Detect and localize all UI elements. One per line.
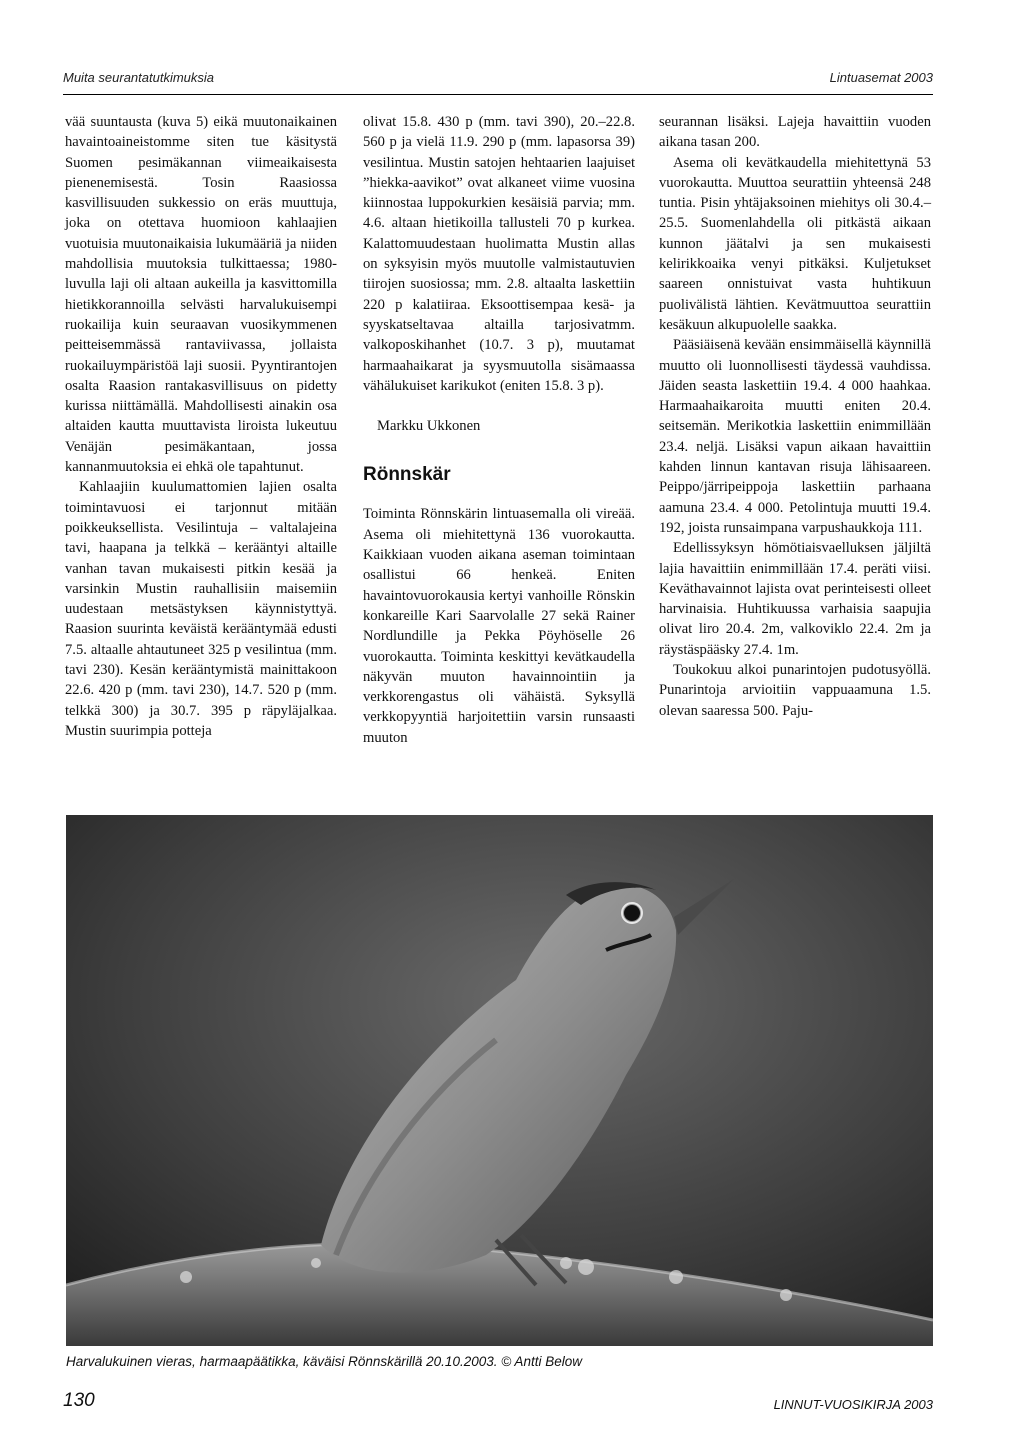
running-head <box>63 70 933 92</box>
paragraph: Pääsiäisenä kevään ensimmäisellä käynnillä muutto oli luonnollisesti täydessä vauhdissa. Jäiden seasta laskettiin 19.4. 4 000 haahkaa. Harmaahaikaroita muutti eniten 20.4. seitsemän. Merikotkia laskettiin enimmillään 23.4. neljä. Lisäksi vapun aikaan havaittiin kahden linnun kantavan risuja lähisaareen. Peippo/järripeippoja laskettiin parhaana aamuna 23.4. 4 000. Petolintuja muutti 19.4. 192, joista runsaimpana varpushaukkoja 111. <box>659 337 931 536</box>
paragraph: Asema oli kevätkaudella miehitettynä 53 vuorokautta. Muuttoa seurattiin yhteensä 248 tuntia. Pisin yhtäjaksoinen miehitys oli 30.4.–25.5. Suomenlahdella oli pitkästä aikaan kunnon jäätalvi ja sen mukaisesti kelirikkoaika venyi pitkäksi. Kuljetukset saareen onnistuivat vasta huhtikuun puolivälistä lähtien. Kevätmuuttoa seurattiin kesäkuun alkupuolelle saakka. <box>659 154 931 333</box>
section-heading: Rönnskär <box>363 464 451 486</box>
paragraph: vää suuntausta (kuva 5) eikä muutonaikainen havaintoaineistomme siten tue käsitystä Suomen pesimäkannan viimeaikaisesta pienenemisestä. Tosin Raasiossa kasvillisuuden sukkessio on eräs muuttuja, joka on otettava huomioon kahlaajien vuotuisia muutonaikaisia lukumääriä ja niiden mahdollisia muutoksia tulkittaessa; 1980-luvulla laji oli altaan aukeilla ja kasvittomilla hietikkorannoilla selvästi harvalukuisempi ruokailija kuin seuraavan vuosikymmenen peitteisemmässä rantaviivassa, jollaista ruokailuympäristöä laji suosii. Pyyntirantojen osalta Raasion rantakasvillisuus on pidetty kurissa niittämällä. Mahdollisesti ainakin osa altaiden kautta muuttavista liroista lukeutuu Venäjän pesimäkantaan, jossa kannanmuutoksia ei ehkä ole tapahtunut. <box>65 114 337 476</box>
paragraph: Toiminta Rönnskärin lintuasemalla oli vireää. Asema oli miehitettynä 136 vuorokautta. Kaikkiaan vuoden aikana aseman toimintaan osallistui 66 henkeä. Eniten havaintovuorokausia kertyi vanhoille Rönskin konkareille Kari Saarvolalle 27 sekä Rainer Nordlundille ja Pekka Pöyhöselle 26 vuorokautta. Toiminta keskittyi kevätkaudella näkyvän muuton havainnointiin ja verkkorengastus oli vähäistä. Syksyllä verkkopyyntiä harjoitettiin varsin runsaasti muuton <box>363 506 635 746</box>
paragraph: Kahlaajiin kuulumattomien lajien osalta toimintavuosi ei tarjonnut mitään poikkeuksellista. Vesilintuja – valtalajeina tavi, haapana ja telkkä – kerääntyi altaille vanhan tavan mukaisesti pitkin kesää ja varsinkin Mustin rauhallisiin maisemiin uudestaan metsästyksen käynnistyttyä. Raasion suurinta keväistä kerääntymää edusti 7.5. altaalle ahtautuneet 325 p vesilintua (mm. tavi 230). Kesän kerääntymistä mainittakoon 22.6. 420 p (mm. tavi 230), 14.7. 520 p (mm. telkkä 300) ja 30.7. 395 p räpyläjalkaa. Mustin suurimpia potteja <box>65 479 337 739</box>
running-head-title: Lintuasemat 2003 <box>829 70 933 85</box>
header-rule <box>63 94 933 95</box>
photo-caption: Harvalukuinen vieras, harmaapäätikka, käväisi Rönnskärillä 20.10.2003. © Antti Below <box>66 1354 582 1369</box>
page-number: 130 <box>63 1390 95 1411</box>
bird-photo <box>66 815 933 1346</box>
paragraph: Toukokuu alkoi punarintojen pudotusyöllä. Punarintoja arvioitiin vappuaamuna 1.5. olevan saaressa 500. Paju- <box>659 662 931 719</box>
paragraph: Edellissyksyn hömötiaisvaelluksen jäljiltä lajia havaittiin enimmillään 17.4. peräti viisi. Keväthavainnot lajista ovat perinteisesti olleet harvinaisia. Huhtikuussa varhaisia saapujia olivat liro 20.4. 2m, valkoviklo 22.4. 2m ja räystäspääsky 27.4. 1m. <box>659 540 931 658</box>
text-column-1 <box>65 112 337 741</box>
text-column-2 <box>363 112 635 748</box>
paragraph: seurannan lisäksi. Lajeja havaittiin vuoden aikana tasan 200. <box>659 114 931 151</box>
author-signature: Markku Ukkonen <box>377 418 481 435</box>
woodpecker-illustration <box>66 815 933 1346</box>
publication-title: LINNUT-VUOSIKIRJA 2003 <box>773 1397 933 1412</box>
running-head-section: Muita seurantatutkimuksia <box>63 70 215 85</box>
paragraph: olivat 15.8. 430 p (mm. tavi 390), 20.–22.8. 560 p ja vielä 11.9. 290 p (mm. lapasorsa 39) vesilintua. Mustin satojen hehtaarien laajuiset ”hiekka-aavikot” ovat alkaneet viime vuosina kiinnostaa luppokurkien kesäisiä parvia; mm. 4.6. altaan hietikoilla tallusteli 70 p kurkea. Kalattomuudestaan huolimatta Mustin allas on syksyisin myös muutolle valmistautuvien tiirojen suosiossa; mm. 2.8. altaalta laskettiin 220 p kalatiiraa. Eksoottisempaa kesä- ja syyskatseltavaa altailla tarjosivatmm. valkoposkihanhet (10.7. 3 p), muutamat harmaahaikarat ja syysmuutolla sisämaassa vähälukuiset karikukot (eniten 15.8. 3 p). <box>363 114 635 394</box>
text-column-3 <box>659 112 931 721</box>
